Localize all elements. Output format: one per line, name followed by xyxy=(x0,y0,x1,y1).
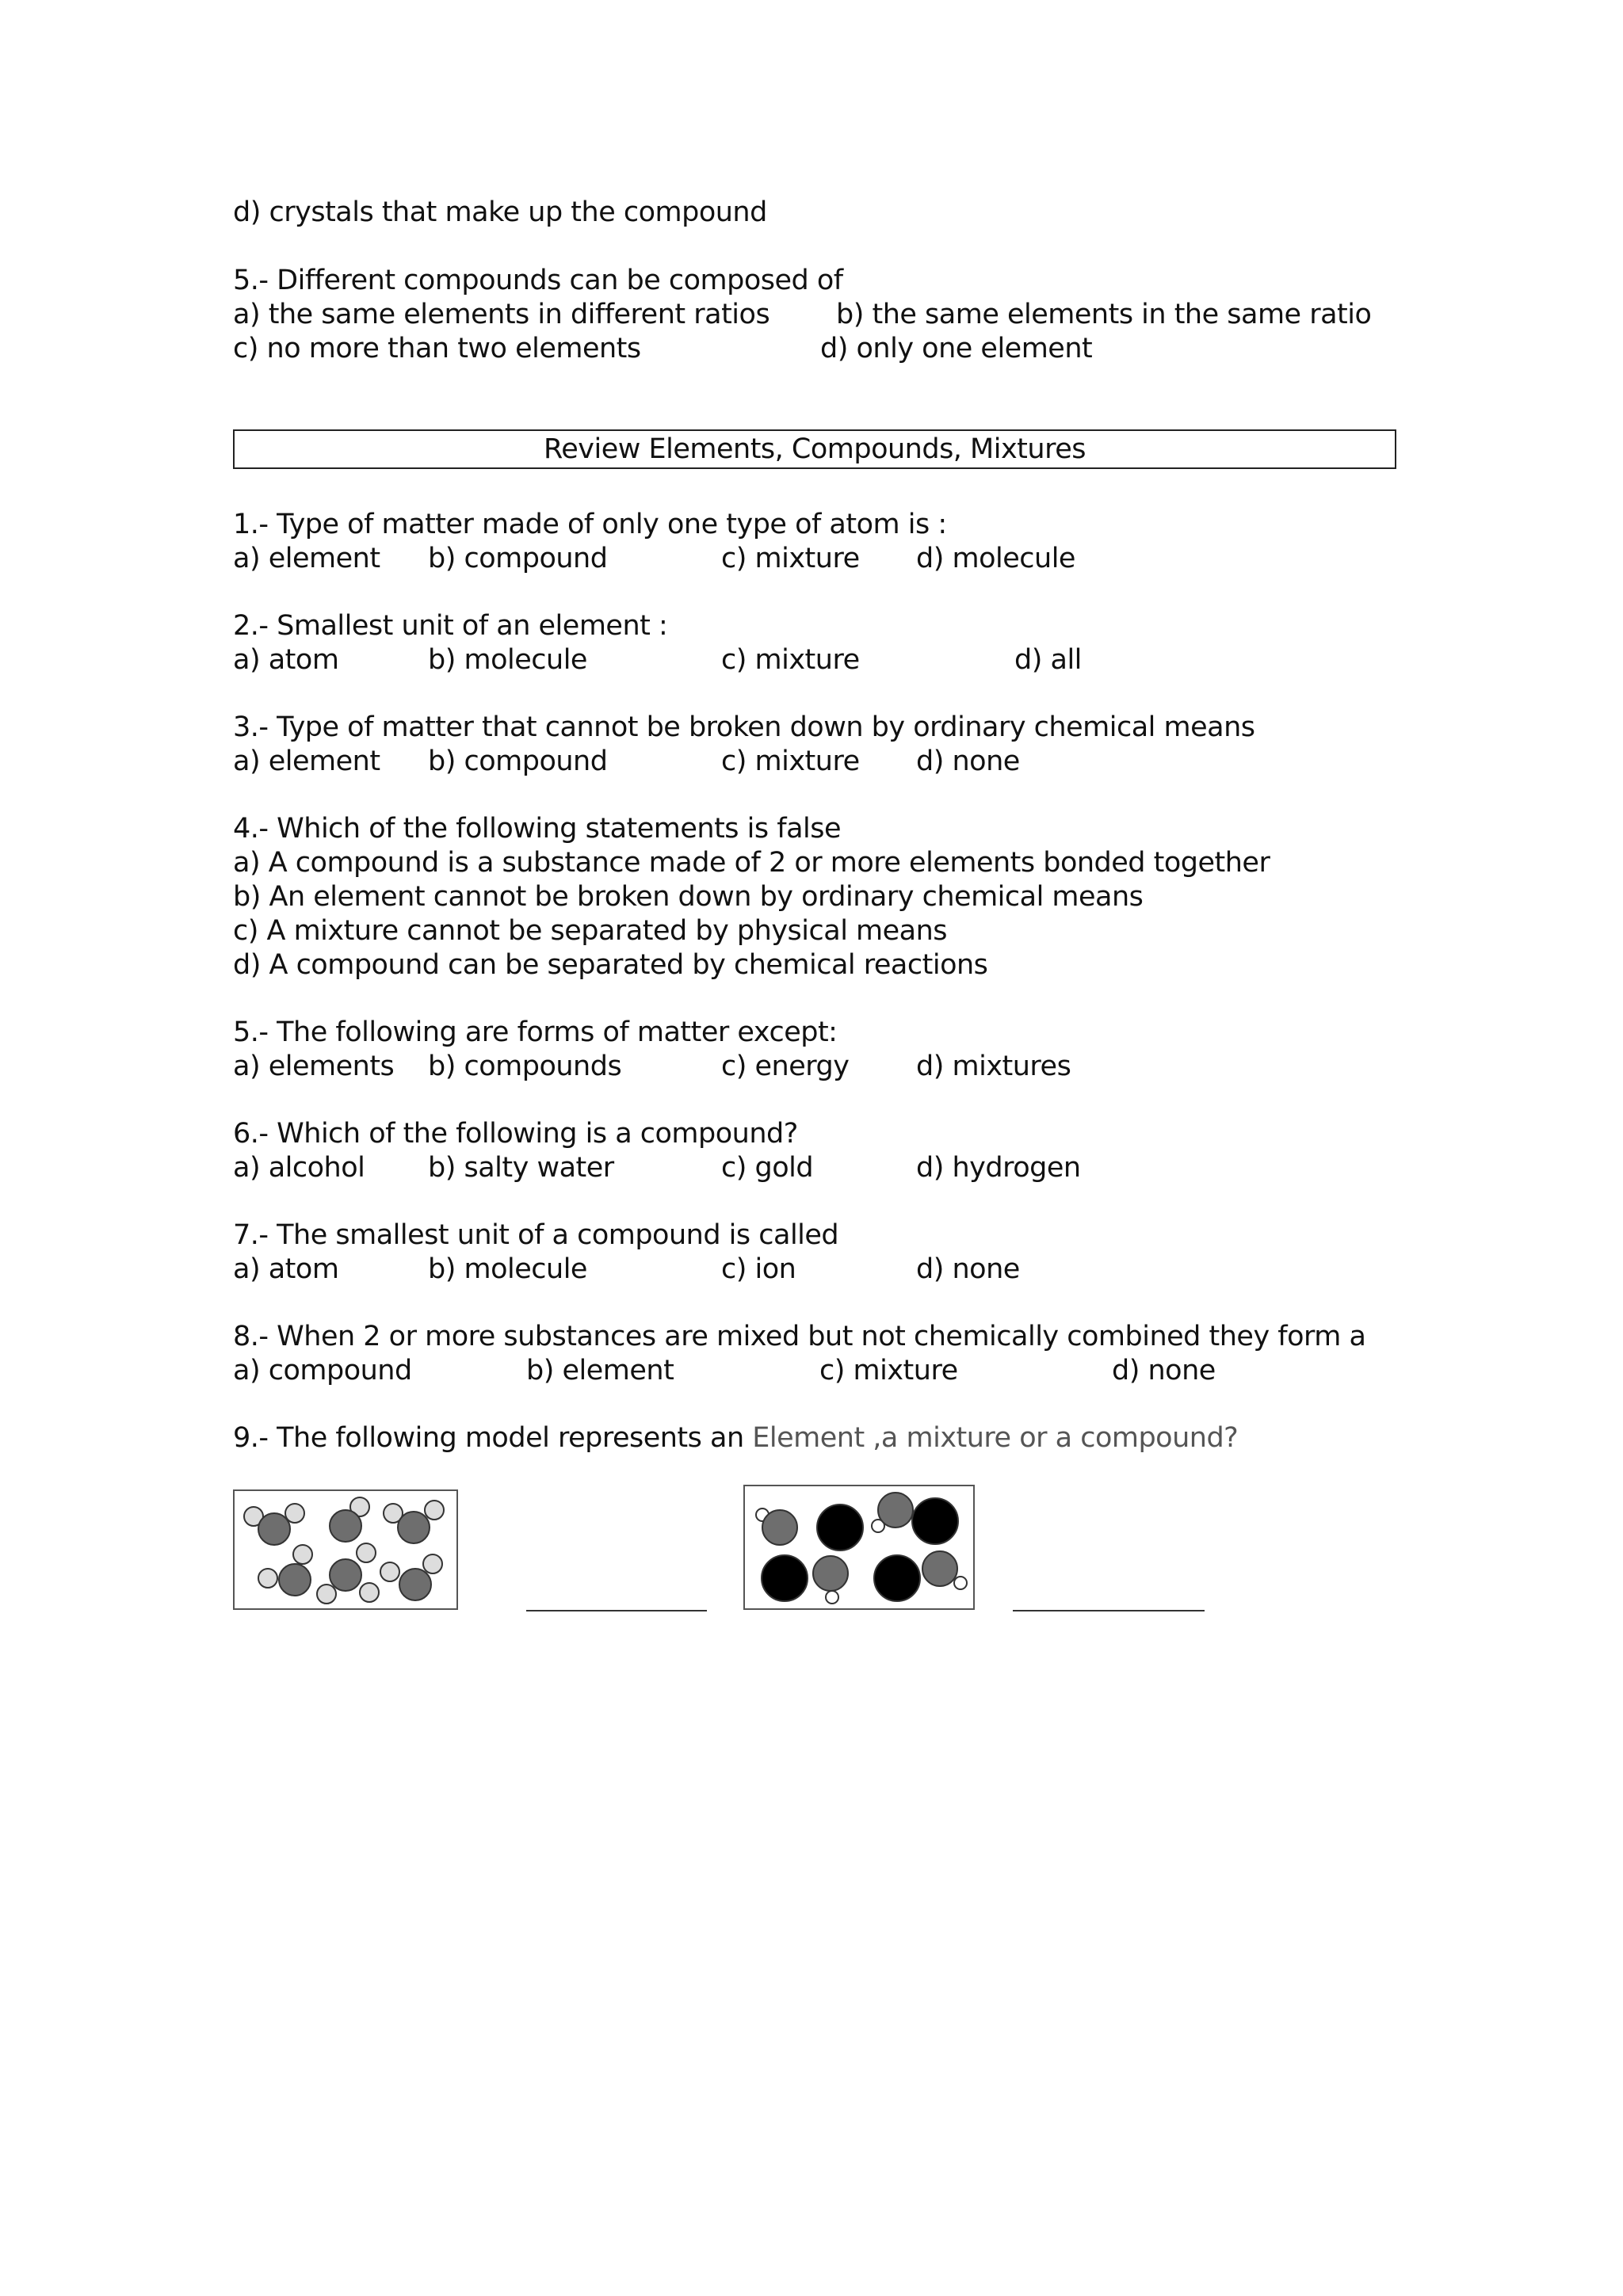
q5-stem: 5.- The following are forms of matter except: xyxy=(233,1016,838,1048)
light-atom xyxy=(423,1554,442,1573)
dark-atom xyxy=(279,1564,311,1596)
q1-option-a: a) element xyxy=(233,543,380,574)
q7-option-a: a) atom xyxy=(233,1253,339,1285)
dark-atom xyxy=(399,1569,431,1600)
q4-option-c: c) A mixture cannot be separated by physical means xyxy=(233,915,948,947)
dark-atom xyxy=(330,1510,361,1542)
q2-option-d: d) all xyxy=(1014,644,1082,676)
q8-option-d: d) none xyxy=(1112,1355,1216,1386)
q8-option-b: b) element xyxy=(526,1355,674,1386)
q1-stem: 1.- Type of matter made of only one type of atom is : xyxy=(233,509,947,540)
black-atom xyxy=(874,1555,920,1601)
black-atom xyxy=(817,1505,863,1550)
dark-atom xyxy=(398,1512,430,1543)
light-atom xyxy=(357,1543,376,1562)
q7-option-d: d) none xyxy=(916,1253,1020,1285)
q6-option-a: a) alcohol xyxy=(233,1152,365,1184)
q3-option-c: c) mixture xyxy=(721,746,860,777)
light-atom xyxy=(258,1569,277,1588)
prev-q5-option-c: c) no more than two elements xyxy=(233,333,641,364)
q1-option-d: d) molecule xyxy=(916,543,1075,574)
answer-blank-2[interactable] xyxy=(1013,1610,1205,1611)
q5-option-d: d) mixtures xyxy=(916,1051,1071,1082)
model-compound-diagram xyxy=(233,1489,458,1610)
prev-q5-option-a: a) the same elements in different ratios xyxy=(233,299,770,330)
review-title: Review Elements, Compounds, Mixtures xyxy=(233,429,1396,469)
q6-option-c: c) gold xyxy=(721,1152,814,1184)
q8-stem: 8.- When 2 or more substances are mixed but not chemically combined they form a xyxy=(233,1321,1366,1352)
q3-option-b: b) compound xyxy=(428,746,608,777)
dark-atom xyxy=(330,1559,361,1591)
q2-option-a: a) atom xyxy=(233,644,339,676)
black-atom xyxy=(762,1555,808,1601)
dark-atom xyxy=(922,1551,957,1586)
q3-stem: 3.- Type of matter that cannot be broken down by ordinary chemical means xyxy=(233,711,1255,743)
q8-option-c: c) mixture xyxy=(819,1355,958,1386)
dark-atom xyxy=(762,1510,797,1545)
q9-stem-text: 9.- The following model represents an xyxy=(233,1422,753,1454)
q7-option-c: c) ion xyxy=(721,1253,796,1285)
q5-option-c: c) energy xyxy=(721,1051,850,1082)
q5-option-a: a) elements xyxy=(233,1051,395,1082)
q1-option-c: c) mixture xyxy=(721,543,860,574)
light-atom xyxy=(425,1501,444,1520)
light-atom xyxy=(285,1504,304,1523)
black-atom xyxy=(912,1498,958,1544)
q5-option-b: b) compounds xyxy=(428,1051,622,1082)
q9-stem-choices: Element ,a mixture or a compound? xyxy=(752,1422,1239,1454)
q9-stem xyxy=(233,1421,1238,1455)
dark-atom xyxy=(813,1556,848,1591)
white-atom xyxy=(826,1591,838,1604)
prev-option-d: d) crystals that make up the compound xyxy=(233,196,767,228)
answer-blank-1[interactable] xyxy=(526,1610,707,1611)
q7-option-b: b) molecule xyxy=(428,1253,587,1285)
q3-option-a: a) element xyxy=(233,746,380,777)
q6-option-d: d) hydrogen xyxy=(916,1152,1081,1184)
model-mixture-diagram xyxy=(743,1485,975,1610)
dark-atom xyxy=(258,1513,290,1545)
model-mixture-svg xyxy=(745,1486,973,1608)
light-atom xyxy=(380,1562,399,1581)
q7-stem: 7.- The smallest unit of a compound is called xyxy=(233,1219,839,1251)
white-atom xyxy=(954,1577,967,1589)
q8-option-a: a) compound xyxy=(233,1355,412,1386)
q1-option-b: b) compound xyxy=(428,543,608,574)
q2-option-c: c) mixture xyxy=(721,644,860,676)
prev-q5-option-b: b) the same elements in the same ratio xyxy=(836,299,1372,330)
prev-q5-stem: 5.- Different compounds can be composed of xyxy=(233,265,843,296)
q4-option-b: b) An element cannot be broken down by ordinary chemical means xyxy=(233,881,1144,913)
q6-option-b: b) salty water xyxy=(428,1152,614,1184)
q2-option-b: b) molecule xyxy=(428,644,587,676)
q4-option-a: a) A compound is a substance made of 2 or more elements bonded together xyxy=(233,847,1270,879)
q4-stem: 4.- Which of the following statements is false xyxy=(233,813,842,845)
q3-option-d: d) none xyxy=(916,746,1020,777)
light-atom xyxy=(360,1583,379,1602)
dark-atom xyxy=(878,1493,913,1527)
light-atom xyxy=(317,1585,336,1604)
q2-stem: 2.- Smallest unit of an element : xyxy=(233,610,668,642)
q4-option-d: d) A compound can be separated by chemical reactions xyxy=(233,949,988,981)
prev-q5-option-d: d) only one element xyxy=(820,333,1093,364)
light-atom xyxy=(293,1545,312,1564)
model-compound-svg xyxy=(235,1491,456,1608)
q6-stem: 6.- Which of the following is a compound? xyxy=(233,1118,798,1150)
